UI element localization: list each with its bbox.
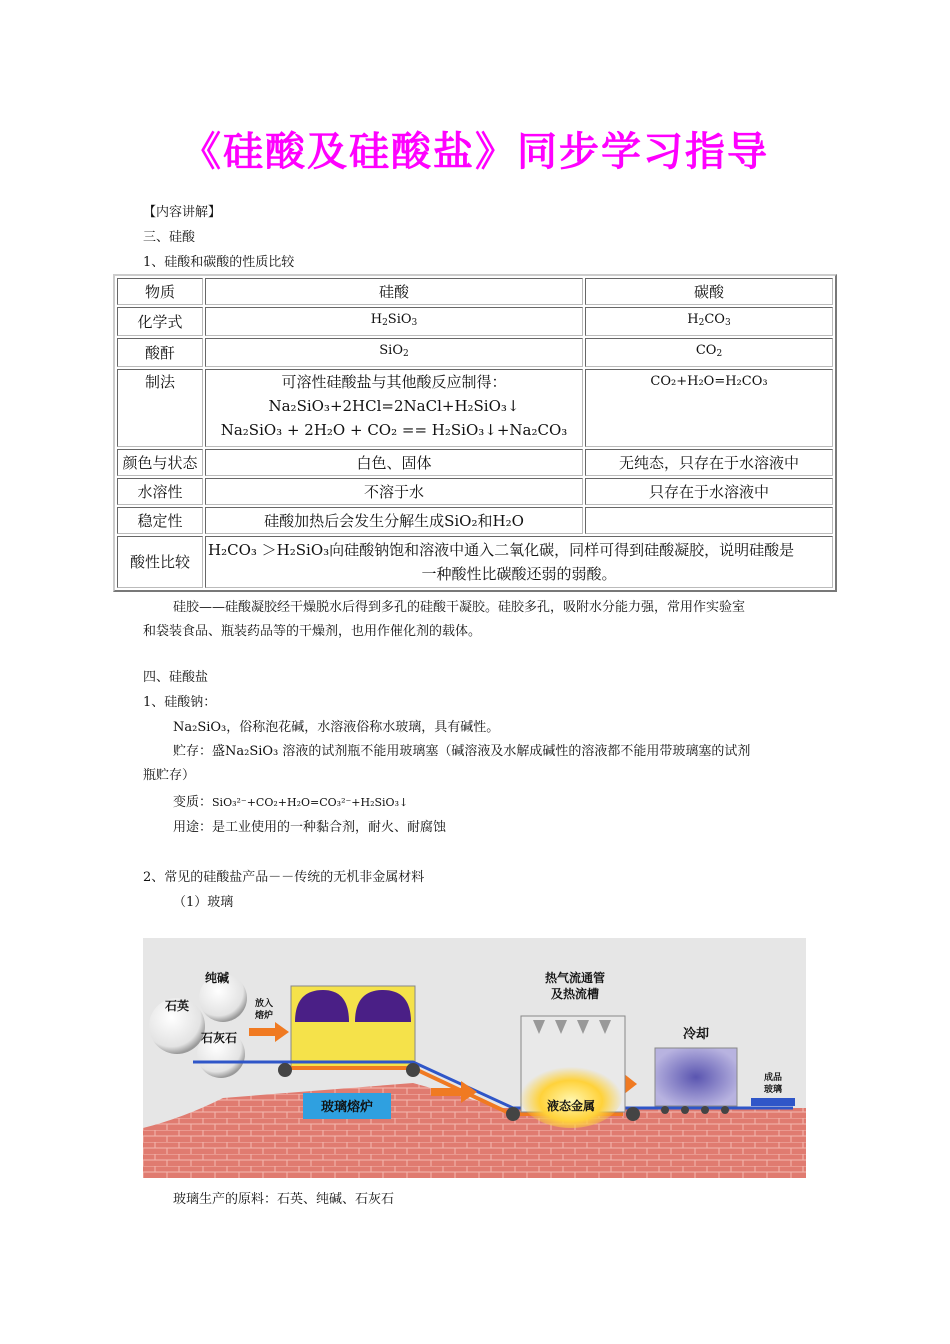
section-heading-silicic-acid: 三、硅酸 <box>143 230 196 245</box>
product-label: 玻璃 <box>763 1085 783 1095</box>
table-cell: 白色、固体 <box>205 449 583 476</box>
roller-icon <box>278 1063 292 1077</box>
table-cell-co2: $CO_2$ <box>585 338 833 367</box>
finished-glass <box>751 1098 795 1106</box>
table-cell: 只存在于水溶液中 <box>585 478 833 505</box>
roller-icon <box>506 1107 520 1121</box>
table-cell: 无纯态，只存在于水溶液中 <box>585 449 833 476</box>
feed-label: 熔炉 <box>255 1011 274 1021</box>
subsection-heading-comparison: 1、硅酸和碳酸的性质比较 <box>143 255 295 270</box>
table-label-cell: 酸酐 <box>117 338 203 367</box>
glass-raw-materials: 玻璃生产的原料：石英、纯碱、石灰石 <box>173 1192 395 1207</box>
glass-production-diagram <box>143 938 806 1178</box>
table-header-cell: 物质 <box>117 278 203 305</box>
roller-icon <box>626 1107 640 1121</box>
roller-icon <box>701 1106 709 1114</box>
acidity-line: 一种酸性比碳酸还弱的弱酸。 <box>421 565 617 583</box>
table-row <box>117 536 833 588</box>
prep-intro: 可溶性硅酸盐与其他酸反应制得： <box>281 373 507 391</box>
table-header-cell: 碳酸 <box>585 278 833 305</box>
table-cell-prep-silicic <box>205 369 583 447</box>
table-cell-prep-carbonic: CO₂+H₂O=H₂CO₃ <box>585 369 833 447</box>
limestone-label: 石灰石 <box>201 1031 238 1045</box>
table-row <box>117 307 833 336</box>
hot-gas-label: 热气流通管 <box>544 971 606 985</box>
sodium-silicate-description: Na₂SiO₃，俗称泡花碱，水溶液俗称水玻璃，具有碱性。 <box>173 720 500 735</box>
furnace-label: 玻璃熔炉 <box>320 1100 374 1115</box>
table-row <box>117 449 833 476</box>
table-label-cell: 制法 <box>117 369 203 447</box>
table-cell: 不溶于水 <box>205 478 583 505</box>
storage-note: 贮存：盛Na₂SiO₃ 溶液的试剂瓶不能用玻璃塞（碱溶液及水解成碱性的溶液都不能用带玻璃塞的试剂 <box>173 744 751 759</box>
table-cell-h2sio3: $H_2SiO_3$ <box>205 307 583 336</box>
roller-icon <box>661 1106 669 1114</box>
storage-note-cont: 瓶贮存） <box>143 768 196 783</box>
deterioration-note: 变质：SiO₃²⁻+CO₂+H₂O=CO₃²⁻+H₂SiO₃↓ <box>173 795 409 810</box>
glass-heading: （1）玻璃 <box>173 895 234 910</box>
cooling-label: 冷却 <box>682 1027 710 1042</box>
hot-gas-label: 及热流槽 <box>550 987 600 1001</box>
table-cell-acidity <box>205 536 833 588</box>
table-label-cell: 稳定性 <box>117 507 203 534</box>
table-row <box>117 478 833 505</box>
table-cell-sio2: SiO$_2$ <box>205 338 583 367</box>
table-cell <box>585 507 833 534</box>
section-label-content: 【内容讲解】 <box>143 205 222 220</box>
table-cell-h2co3: $H_2CO_3$ <box>585 307 833 336</box>
subsection-heading-silicate-products: 2、常见的硅酸盐产品－－传统的无机非金属材料 <box>143 870 425 885</box>
table-label-cell: 颜色与状态 <box>117 449 203 476</box>
quartz-label: 石英 <box>165 999 190 1013</box>
prep-equation: Na₂SiO₃+2HCl=2NaCl+H₂SiO₃↓ <box>268 397 520 415</box>
uses-note: 用途：是工业使用的一种黏合剂，耐火、耐腐蚀 <box>173 820 447 835</box>
paragraph-silica-gel: 硅胶——硅酸凝胶经干燥脱水后得到多孔的硅酸干凝胶。硅胶多孔，吸附水分能力强，常用作实验室 <box>173 600 746 615</box>
molten-metal-label: 液态金属 <box>546 1099 596 1113</box>
roller-icon <box>406 1063 420 1077</box>
table-label-cell: 化学式 <box>117 307 203 336</box>
roller-icon <box>721 1106 729 1114</box>
table-row <box>117 369 833 447</box>
paragraph-silica-gel-cont: 和袋装食品、瓶装药品等的干燥剂，也用作催化剂的载体。 <box>143 624 482 639</box>
table-row <box>117 278 833 305</box>
comparison-table <box>113 274 837 592</box>
feed-label: 放入 <box>255 999 274 1009</box>
table-row <box>117 507 833 534</box>
acidity-line: H₂CO₃ ＞H₂SiO₃向硅酸钠饱和溶液中通入二氧化碳，同样可得到硅酸凝胶，说明硅酸是 <box>208 541 795 559</box>
table-cell: 硅酸加热后会发生分解生成SiO₂和H₂O <box>205 507 583 534</box>
roller-icon <box>681 1106 689 1114</box>
page-title: 《硅酸及硅酸盐》同步学习指导 <box>181 129 769 175</box>
cooling-box <box>655 1048 737 1106</box>
section-heading-silicates: 四、硅酸盐 <box>143 670 209 685</box>
molten-glow <box>519 1060 623 1128</box>
soda-label: 纯碱 <box>205 971 230 985</box>
table-label-cell: 水溶性 <box>117 478 203 505</box>
subsection-heading-sodium-silicate: 1、硅酸钠： <box>143 695 217 710</box>
table-label-cell: 酸性比较 <box>117 536 203 588</box>
prep-equation: Na₂SiO₃ + 2H₂O + CO₂ == H₂SiO₃↓+Na₂CO₃ <box>220 421 568 439</box>
product-label: 成品 <box>763 1073 783 1083</box>
table-header-cell: 硅酸 <box>205 278 583 305</box>
table-row <box>117 338 833 367</box>
